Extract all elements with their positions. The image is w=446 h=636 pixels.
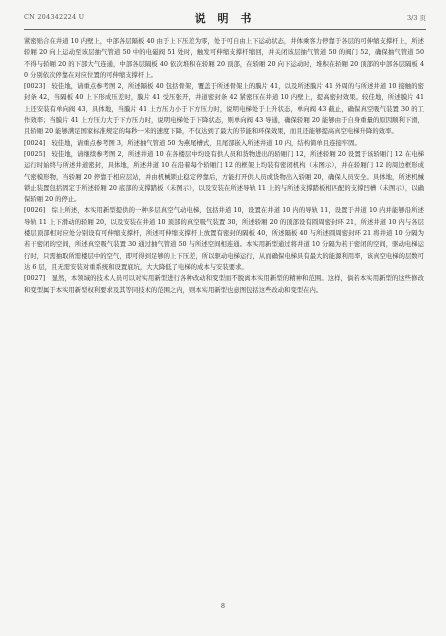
header-divider — [24, 29, 426, 30]
paragraph-0024: [0024] 较佳地，请重点参考图 3，所述抽气管道 50 为燕尾槽式，且尾部嵌入所述井道 10 内，结构简单且连接牢固。 — [24, 139, 361, 147]
document-title: 说 明 书 — [194, 12, 256, 25]
paragraph-0026: [0026] 综上所述，本实用新型提供的一种多层真空气动电梯，包括井道 10，设置在井道 10 内的导轨 11，设置于井道 10 内并能够沿所述导轨 11 上下滑动的轿厢 20，以及安装在井道 10 顶部的真空吸气装置 30，所述轿厢 20 的顶部设有圆周密封环 21，所述井道 10 内与各层楼层顶部相对应处分别设有可伸缩支撑杆，所述可伸缩支撑杆上放置有密封的隔板 40，所述隔板 40 与所述圆周密封环 21 将井道 10 分隔为若干密闭的空间，所述真空吸气装置 30 通过抽气管道 50 与所述空间相连通。本实用新型通过将井道 10 分隔为若干密闭的空间，驱动电梯运行时，只需抽取所需楼层中的空气，即可得到足够的上下压差，所以驱动电梯运行，从而确保电梯具有最大的能源利用率，该真空电梯的层数可达 6 层，且无需安装对重系统和设置底坑，大大降低了电梯的成本与安装要求。 — [24, 207, 424, 271]
paragraph-0025: [0025] 较佳地，请继续参考图 2，所述井道 10 在各楼层中均设有供人员和货物进出的轿厢门 12，所述轿厢 20 设置于该轿厢门 12 在电梯运行时始终与所述井道密封，具体地，所述井道 10 在沿着每个轿厢门 12 的框架上均装有密闭机构（未图示），并在轿厢门 12 的周边框形成气密模形物，当轿厢 20 停靠于相应层站，并由机械锁止稳定停靠后，方能打开供人员或货物出入轿厢 20，确保人员安全。具体地，所述机械锁止装置包括固定于所述轿厢 20 底部的支撑踏板（未图示），以及安装在所述导轨 11 上的与所述支撑踏板相匹配的支撑凹槽（未图示），以确保轿厢 20 的停止。 — [24, 150, 424, 204]
page-indicator: 3/3 页 — [406, 14, 426, 22]
paragraph-0027: [0027] 显然，本领域的技术人员可以对实用新型进行各种改动和变型而不脱离本实用新型的精神和范围。这样，倘若本实用新型的这些修改和变型属于本实用新型权利要求及其等同技术的范围之内，则本实用新型也意图包括这些改动和变型在内。 — [24, 275, 424, 294]
paragraph-0023: [0023] 较佳地，请重点参考图 2，所述隔板 40 包括骨架，覆盖于所述骨架上的膜片 41，以及所述膜片 41 外周的与所述井道 10 接触的密封条 42，当隔板 40 上下形成压差时，膜片 41 受压张开，井道密封条 42 紧密压在井道 10 内壁上，提高密封效果。较佳地，所述膜片 41 上还安装有单向阀 43，具体地，当膜片 41 上方压力小于下方压力时，说明电梯处于上升状态，单向阀 43 截止，确保真空吸气装置 30 的工作效率；当膜片 41 上方压力大于下方压力时，说明电梯处于下降状态，则单向阀 43 导通，确保轿厢 20 能够由于自身重量的原因顺利下滑，且轿厢 20 能够满足国家标准规定的每秒一米的速度下降，不仅达到了最大的节能和环保效果，而且还能够提高真空电梯升降的效率。 — [24, 83, 424, 136]
page-header — [24, 10, 426, 28]
page-number: 8 — [220, 602, 226, 610]
paragraph-continuation: 紧密贴合在井道 10 内壁上，中部各层隔板 40 由于上下压差为零，处于可自由上下运动状态，井体乘客力停靠于各层的可伸缩支撑杆上，所述轿厢 20 向上运动至该层抽气管道 50 中的电磁阀 51 处时，触发可伸缩支撑杆缩回，并关闭该层抽气管道 50 的阀门 52，确保抽气管道 50 不得与轿厢 20 的下部大气连通，中部各层隔板 40 依次堆积在轿厢 20 顶部，在轿厢 20 向下运动时，堆积在轿厢 20 顶部的中部各层隔板 40 分别依次停靠在对应位置的可伸缩支撑杆上。 — [24, 38, 424, 79]
publication-number: CN 204342224 U — [24, 13, 85, 21]
document-body — [24, 36, 424, 296]
